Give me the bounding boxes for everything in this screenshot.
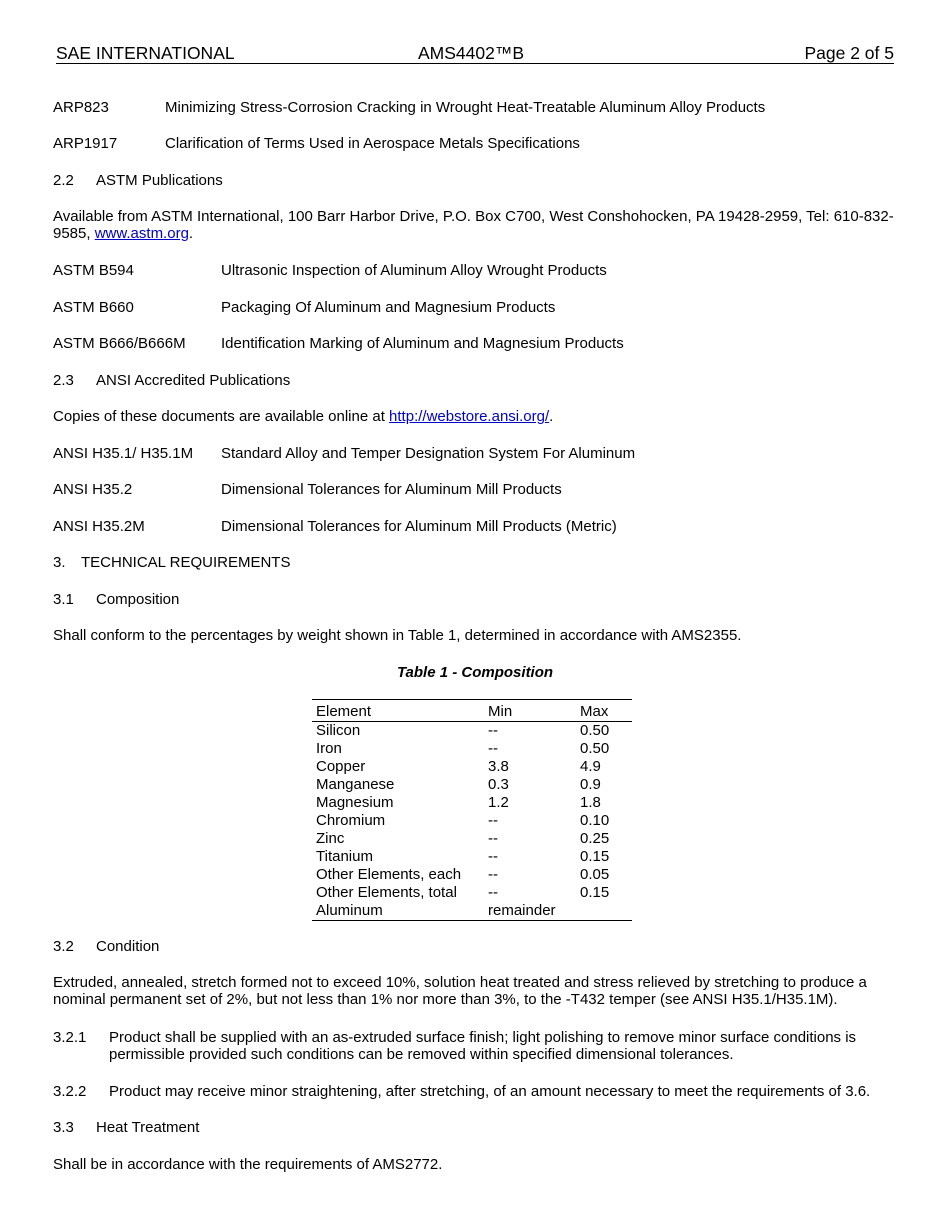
column-header-element: Element — [312, 700, 484, 722]
ansi-availability-paragraph: Copies of these documents are available online at http://webstore.ansi.org/. — [53, 408, 554, 425]
section-number-3-1: 3.1 — [53, 591, 74, 608]
table-row — [312, 740, 632, 758]
heat-treatment-paragraph: Shall be in accordance with the requirements of AMS2772. — [53, 1156, 443, 1173]
table-row — [312, 722, 632, 741]
cell-min: 1.2 — [488, 794, 509, 811]
ref-code-arp823: ARP823 — [53, 99, 109, 116]
cell-element: Aluminum — [316, 902, 383, 919]
cell-max: 0.15 — [580, 848, 610, 865]
cell-min: -- — [488, 848, 498, 865]
cell-min: -- — [488, 866, 498, 883]
composition-paragraph: Shall conform to the percentages by weight shown in Table 1, determined in accordance with AMS2355. — [53, 627, 742, 644]
ref-title-arp823: Minimizing Stress-Corrosion Cracking in Wrought Heat-Treatable Aluminum Alloy Products — [165, 99, 766, 116]
table-row — [312, 812, 632, 830]
cell-element: Other Elements, each — [316, 866, 462, 883]
table-body — [312, 722, 632, 921]
table-row — [312, 848, 632, 866]
column-header-min: Min — [484, 700, 576, 722]
ref-title-ansi-h35-2m: Dimensional Tolerances for Aluminum Mill Products (Metric) — [221, 518, 617, 535]
ref-title-astm-b594: Ultrasonic Inspection of Aluminum Alloy Wrought Products — [221, 262, 607, 279]
table-row — [312, 884, 632, 902]
column-header-max: Max — [576, 700, 632, 722]
astm-website-link[interactable]: www.astm.org — [94, 225, 189, 242]
table-header-row — [312, 700, 632, 722]
cell-element: Silicon — [316, 722, 361, 739]
cell-max: 0.9 — [580, 776, 601, 793]
cell-element: Magnesium — [316, 794, 394, 811]
cell-max: 0.50 — [580, 740, 610, 757]
cell-min: remainder — [488, 902, 556, 919]
section-number-3-3: 3.3 — [53, 1119, 74, 1136]
cell-min: 3.8 — [488, 758, 509, 775]
section-title-3: TECHNICAL REQUIREMENTS — [81, 554, 291, 571]
cell-min: -- — [488, 722, 498, 739]
cell-min: -- — [488, 884, 498, 901]
section-number-2-2: 2.2 — [53, 172, 74, 189]
cell-max: 0.25 — [580, 830, 610, 847]
header-org: SAE INTERNATIONAL — [56, 43, 235, 63]
ref-code-ansi-h35-1: ANSI H35.1/ H35.1M — [53, 445, 194, 462]
section-title-2-2: ASTM Publications — [96, 172, 223, 189]
ref-title-astm-b660: Packaging Of Aluminum and Magnesium Products — [221, 299, 556, 316]
cell-max: 4.9 — [580, 758, 601, 775]
ref-title-ansi-h35-2: Dimensional Tolerances for Aluminum Mill Products — [221, 481, 562, 498]
header-page-number: Page 2 of 5 — [804, 43, 894, 63]
section-title-3-1: Composition — [96, 591, 180, 608]
ansi-webstore-link[interactable]: http://webstore.ansi.org/ — [389, 408, 550, 425]
table-row — [312, 776, 632, 794]
cell-element: Chromium — [316, 812, 386, 829]
ref-title-arp1917: Clarification of Terms Used in Aerospace Metals Specifications — [165, 135, 580, 152]
ref-code-ansi-h35-2m: ANSI H35.2M — [53, 518, 145, 535]
section-number-3-2-1: 3.2.1 — [53, 1029, 87, 1046]
cell-max — [576, 902, 632, 921]
section-number-2-3: 2.3 — [53, 372, 74, 389]
cell-max: 0.15 — [580, 884, 610, 901]
cell-min: -- — [488, 812, 498, 829]
table-row — [312, 866, 632, 884]
section-number-3-2-2: 3.2.2 — [53, 1083, 87, 1100]
cell-element: Titanium — [316, 848, 373, 865]
surface-finish-paragraph: Product shall be supplied with an as-extruded surface finish; light polishing to remove minor surface conditions is permissible provided such conditions can be removed within specified dimensional tolerances. — [109, 1029, 857, 1063]
cell-min: -- — [488, 740, 498, 757]
section-title-3-3: Heat Treatment — [96, 1119, 200, 1136]
cell-min: 0.3 — [488, 776, 509, 793]
ref-title-ansi-h35-1: Standard Alloy and Temper Designation System For Aluminum — [221, 445, 636, 462]
cell-element: Manganese — [316, 776, 395, 793]
condition-paragraph: Extruded, annealed, stretch formed not to exceed 10%, solution heat treated and stress relieved by stretching to produce a nominal permanent set of 2%, but not less than 1% nor more than 3%, to the -T432 temper (see ANSI H35.1/H35.1M). — [53, 974, 867, 1008]
table-caption: Table 1 - Composition — [396, 664, 554, 681]
cell-max: 1.8 — [580, 794, 601, 811]
table-row — [312, 758, 632, 776]
cell-min: -- — [488, 830, 498, 847]
cell-element: Copper — [316, 758, 366, 775]
ref-code-astm-b660: ASTM B660 — [53, 299, 134, 316]
ref-code-ansi-h35-2: ANSI H35.2 — [53, 481, 133, 498]
header-rule — [56, 63, 894, 64]
ref-code-arp1917: ARP1917 — [53, 135, 118, 152]
cell-element: Zinc — [316, 830, 345, 847]
composition-table — [312, 699, 632, 921]
ref-code-astm-b594: ASTM B594 — [53, 262, 134, 279]
astm-availability-paragraph: Available from ASTM International, 100 Barr Harbor Drive, P.O. Box C700, West Conshohocken, PA 19428-2959, Tel: 610-832-9585, www.astm.org. — [53, 208, 894, 242]
header-doc-id: AMS4402™B — [418, 43, 525, 63]
section-number-3: 3. — [53, 554, 66, 571]
ref-title-astm-b666: Identification Marking of Aluminum and Magnesium Products — [221, 335, 624, 352]
table-row — [312, 902, 632, 921]
table-row — [312, 794, 632, 812]
cell-max: 0.10 — [580, 812, 610, 829]
cell-element: Other Elements, total — [316, 884, 457, 901]
cell-max: 0.05 — [580, 866, 610, 883]
section-title-3-2: Condition — [96, 938, 160, 955]
section-title-2-3: ANSI Accredited Publications — [96, 372, 291, 389]
cell-max: 0.50 — [580, 722, 610, 739]
straightening-paragraph: Product may receive minor straightening, after stretching, of an amount necessary to meet the requirements of 3.6. — [109, 1083, 871, 1100]
ref-code-astm-b666: ASTM B666/B666M — [53, 335, 186, 352]
section-number-3-2: 3.2 — [53, 938, 74, 955]
table-row — [312, 830, 632, 848]
cell-element: Iron — [316, 740, 342, 757]
